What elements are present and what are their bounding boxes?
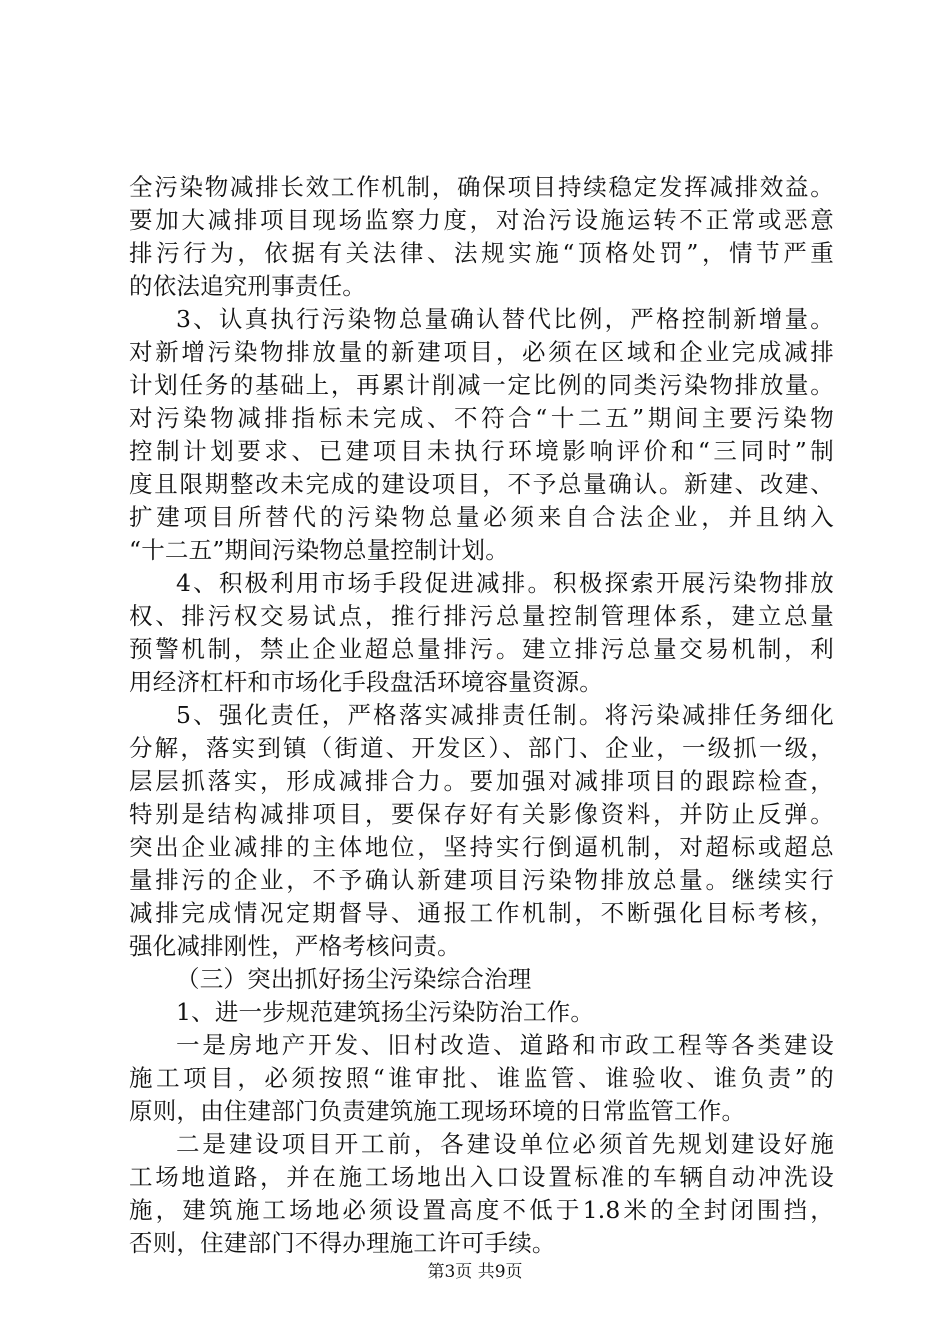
page-footer: 第3页 共9页 [427,1262,523,1282]
text-line: 权、排污权交易试点，推行排污总量控制管理体系，建立总量 [129,602,834,630]
text-line: 5、强化责任，严格落实减排责任制。将污染减排任务细化 [176,701,834,729]
text-line: 4、积极利用市场手段促进减排。积极探索开展污染物排放 [176,569,834,597]
text-line: （三）突出抓好扬尘污染综合治理 [176,965,532,993]
text-line: 要加大减排项目现场监察力度，对治污设施运转不正常或恶意 [129,206,834,234]
text-line: 全污染物减排长效工作机制，确保项目持续稳定发挥减排效益。 [129,173,834,201]
text-line: 特别是结构减排项目，要保存好有关影像资料，并防止反弹。 [129,800,834,828]
paragraph [129,567,834,699]
paragraph [129,963,834,996]
text-line: 工场地道路，并在施工场地出入口设置标准的车辆自动冲洗设 [129,1163,834,1191]
text-line: 度且限期整改未完成的建设项目，不予总量确认。新建、改建、 [129,470,834,498]
text-line: 二是建设项目开工前，各建设单位必须首先规划建设好施 [176,1130,834,1158]
paragraph [129,996,834,1029]
text-line: 减排完成情况定期督导、通报工作机制，不断强化目标考核， [129,899,834,927]
text-line: 施，建筑施工场地必须设置高度不低于1.8米的全封闭围挡， [129,1196,834,1224]
text-line: 施工项目，必须按照“谁审批、谁监管、谁验收、谁负责”的 [129,1064,834,1092]
text-line: 原则，由住建部门负责建筑施工现场环境的日常监管工作。 [129,1097,746,1125]
paragraph [129,171,834,303]
text-line: 否则，住建部门不得办理施工许可手续。 [129,1229,556,1257]
text-line: 的依法追究刑事责任。 [129,272,366,300]
text-line: 一是房地产开发、旧村改造、道路和市政工程等各类建设 [176,1031,834,1059]
paragraph [129,699,834,963]
text-line: 1、进一步规范建筑扬尘污染防治工作。 [176,998,595,1026]
text-line: 突出企业减排的主体地位，坚持实行倒逼机制，对超标或超总 [129,833,834,861]
text-line: 控制计划要求、已建项目未执行环境影响评价和“三同时”制 [129,437,834,465]
text-line: 量排污的企业，不予确认新建项目污染物排放总量。继续实行 [129,866,834,894]
text-line: 分解，落实到镇（街道、开发区）、部门、企业，一级抓一级， [129,734,834,762]
text-line: “十二五”期间污染物总量控制计划。 [129,536,509,564]
text-line: 用经济杠杆和市场化手段盘活环境容量资源。 [129,668,603,696]
paragraph [129,303,834,567]
text-line: 计划任务的基础上，再累计削减一定比例的同类污染物排放量。 [129,371,834,399]
paragraph [129,1029,834,1128]
text-line: 排污行为，依据有关法律、法规实施“顶格处罚”，情节严重 [129,239,834,267]
text-line: 对新增污染物排放量的新建项目，必须在区域和企业完成减排 [129,338,834,366]
text-line: 扩建项目所替代的污染物总量必须来自合法企业，并且纳入 [129,503,834,531]
text-line: 强化减排刚性，严格考核问责。 [129,932,461,960]
paragraph [129,1128,834,1260]
text-line: 预警机制，禁止企业超总量排污。建立排污总量交易机制，利 [129,635,834,663]
document-body [129,171,834,1260]
text-line: 层层抓落实，形成减排合力。要加强对减排项目的跟踪检查， [129,767,834,795]
text-line: 3、认真执行污染物总量确认替代比例，严格控制新增量。 [176,305,834,333]
text-line: 对污染物减排指标未完成、不符合“十二五”期间主要污染物 [129,404,834,432]
